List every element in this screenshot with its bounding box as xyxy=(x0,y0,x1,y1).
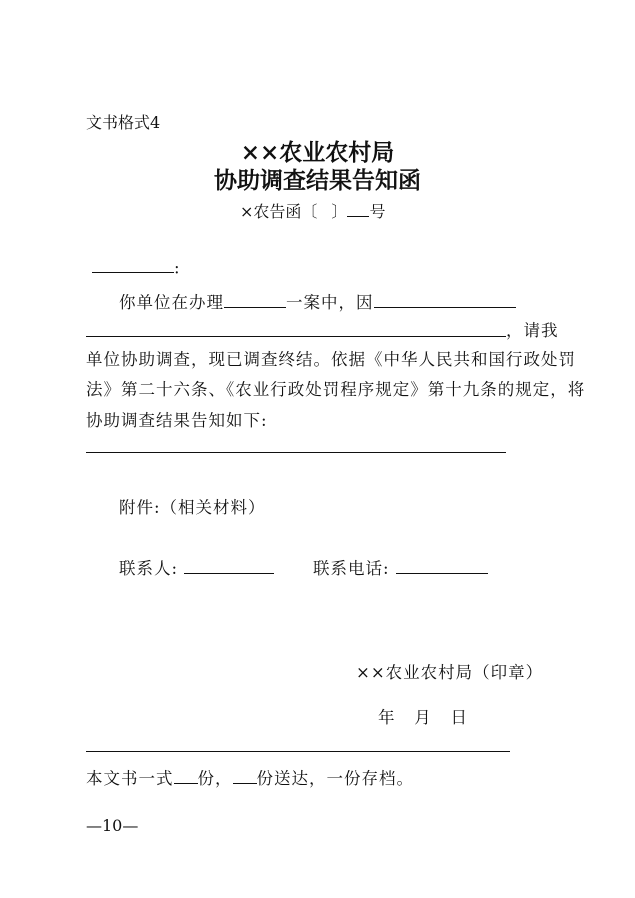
paragraph-line2-end: ，请我 xyxy=(506,321,559,340)
reason-blank[interactable] xyxy=(374,290,516,308)
paragraph-line1-a: 你单位在办理 xyxy=(119,293,224,312)
addressee-colon: : xyxy=(174,258,181,278)
footer-part1: 本文书一式 xyxy=(86,769,174,788)
addressee-blank[interactable] xyxy=(92,255,174,273)
signature-org: ××农业农村局（印章） xyxy=(356,663,544,682)
paragraph-line-5: 协助调查结果告知如下: xyxy=(86,411,268,430)
contact-phone-label: 联系电话: xyxy=(313,559,390,578)
doc-format-label: 文书格式4 xyxy=(86,113,161,132)
doc-number-prefix: ×农告函〔 xyxy=(240,202,318,221)
title-line-1: ××农业农村局 xyxy=(240,139,395,166)
contact-phone-blank[interactable] xyxy=(396,556,488,574)
paragraph-line-3: 单位协助调查，现已调查终结。依据《中华人民共和国行政处罚 xyxy=(86,350,576,369)
footer-part2: 份， xyxy=(197,769,233,788)
attachment-label: 附件:（相关材料） xyxy=(119,498,266,517)
copies-served-blank[interactable] xyxy=(233,766,257,784)
doc-number-middle: 〕 xyxy=(331,202,348,221)
case-name-blank[interactable] xyxy=(224,290,286,308)
result-content-line[interactable] xyxy=(86,452,506,453)
footer-part3: 份送达，一份存档。 xyxy=(256,769,414,788)
paragraph-line-4: 法》第二十六条、《农业行政处罚程序规定》第十九条的规定，将 xyxy=(86,380,586,399)
copies-total-blank[interactable] xyxy=(174,766,198,784)
footer-separator xyxy=(86,751,510,752)
addressee-line xyxy=(92,255,181,277)
contact-person-blank[interactable] xyxy=(184,556,274,574)
contact-person-label: 联系人: xyxy=(119,559,179,578)
signature-date: 年 月 日 xyxy=(378,708,468,727)
doc-number xyxy=(240,199,385,222)
doc-number-suffix: 号 xyxy=(369,202,386,221)
contact-phone-row xyxy=(313,555,488,579)
footer-copies xyxy=(86,765,414,789)
reason-continuation-line[interactable] xyxy=(86,336,506,337)
contact-row xyxy=(119,555,274,579)
page-number: —10— xyxy=(86,816,139,835)
doc-number-blank[interactable] xyxy=(347,199,369,217)
paragraph-line1-b: 一案中，因 xyxy=(286,293,374,312)
paragraph-line-1 xyxy=(119,289,516,313)
title-line-2: 协助调查结果告知函 xyxy=(214,167,421,194)
